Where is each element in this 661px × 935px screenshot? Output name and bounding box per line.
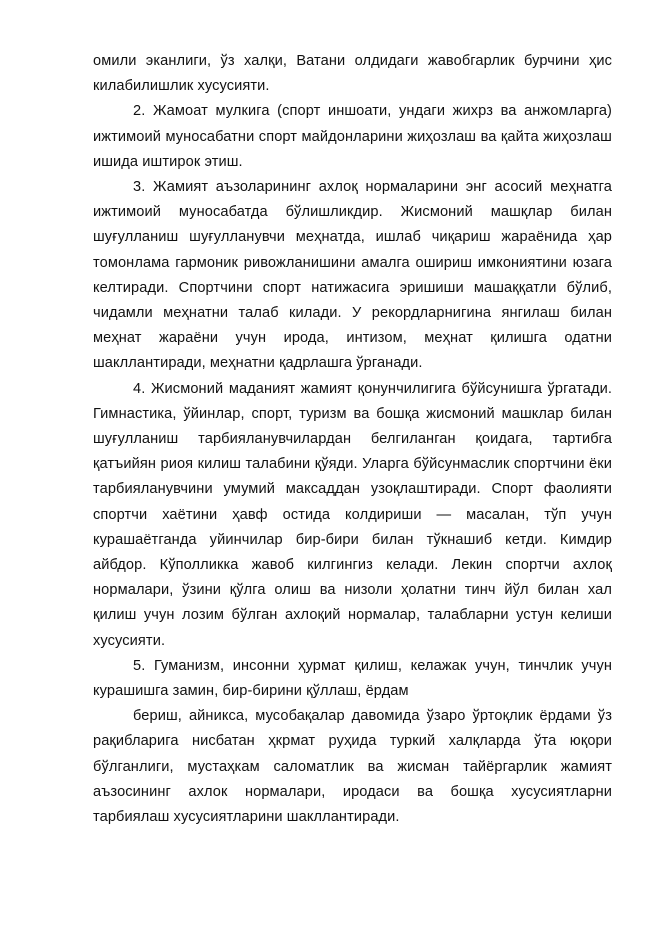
paragraph-item-5-continuation: бериш, айникса, мусобақалар давомида ўзаро ўртоқлик ёрдами ўз рақибларига нисбатан ҳкрмат руҳида туркий халқларда ўта юқори бўлганлиги, мустаҳкам саломатлик ва жисман тайёргарлик жамият аъзосининг ахлок нормалари, иродаси ва бошқа хусусиятларни тарбиялаш хусусиятларини шакллантиради. xyxy=(93,708,612,826)
paragraph-item-2: 2. Жамоат мулкига (спорт иншоати, ундаги жихрз ва анжомларга) ижтимоий муносабатни спорт майдонларини жиҳозлаш ва қайта жиҳозлаш ишида иштирок этиш. xyxy=(93,103,612,170)
paragraph-item-4: 4. Жисмоний маданият жамият қонунчилигига бўйсунишга ўргатади. Гимнастика, ўйинлар, спорт, туризм ва бошқа жисмоний машклар билан шуғулланиш тарбияланувчилардан белгиланган қоидага, тартибга қатъийян риоя килиш талабини қўяди. Уларга бўйсунмаслик спортчини ёки тарбияланувчини умумий максаддан узоқлаштиради. Спорт фаолияти спортчи хаётини ҳавф остида колдириши — масалан, тўп учун курашаётганда уйинчилар бир-бири билан тўкнашиб кетди. Кимдир айбдор. Кўполликка жавоб килгингиз келади. Лекин спортчи ахлоқ нормалари, ўзини қўлга олиш ва низоли ҳолатни тинч йўл билан хал қилиш учун лозим бўлган ахлоқий нормалар, талабларни устун келиши хусусияти. xyxy=(93,380,612,649)
paragraph-intro-continuation: омили эканлиги, ўз халқи, Ватани олдидаги жавобгарлик бурчини ҳис килабилишлик хусусияти. xyxy=(93,53,612,95)
document-page xyxy=(93,49,612,830)
paragraph-item-3: 3. Жамият аъзоларининг ахлоқ нормаларини энг асосий меҳнатга ижтимоий муносабатда бўлишликдир. Жисмоний машқлар билан шуғулланиш шуғулланувчи меҳнатда, ишлаб чиқариш жараёнида ҳар томонлама гармоник ривожланишини амалга ошириш имкониятини юзага келтиради. Спортчини спорт натижасига эришиши машаққатли бўлиб, чидамли меҳнатни талаб килади. У рекордларнигина янгилаш билан меҳнат жараёни учун ирода, интизом, меҳнат қилишга одатни шакллантиради, меҳнатни қадрлашга ўрганади. xyxy=(93,179,612,372)
paragraph-item-5: 5. Гуманизм, инсонни ҳурмат қилиш, келажак учун, тинчлик учун курашишга замин, бир-бирини қўллаш, ёрдам xyxy=(93,657,612,700)
